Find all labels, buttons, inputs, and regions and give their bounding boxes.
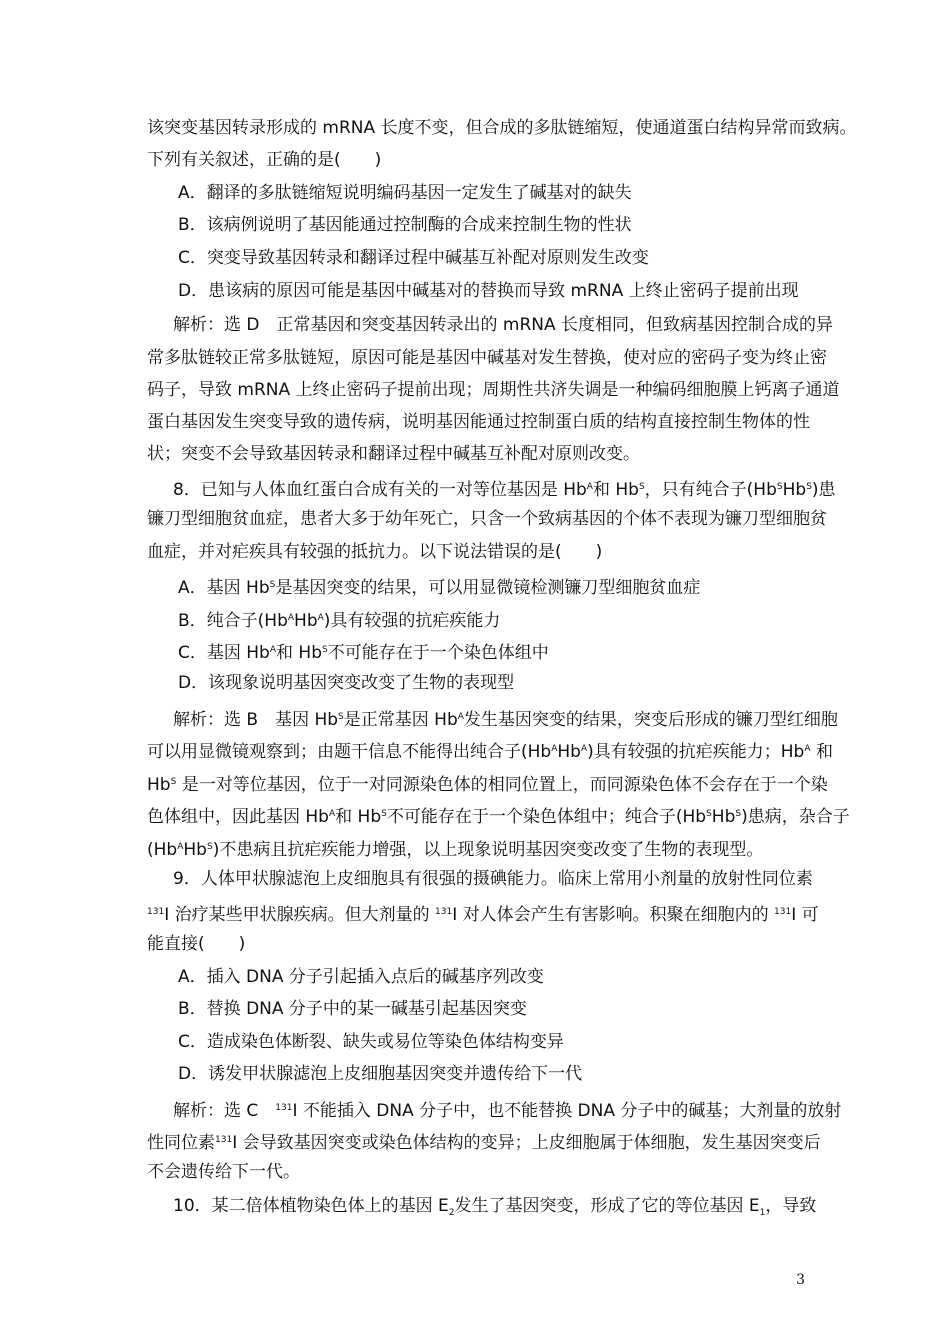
question-8-stem: 8．已知与人体血红蛋白合成有关的一对等位基因是 $Hb^A$和 $Hb^S$，只有纯合子$(Hb^SHb^S)$患 (173, 480, 836, 500)
q8-option-c: C．基因 $Hb^A$和 $Hb^S$不可能存在于一个染色体组中 (178, 643, 549, 663)
question-10-stem: 10．某二倍体植物染色体上的基因 $E_2$发生了基因突变，形成了它的等位基因 $E_1$，导致 (173, 1196, 817, 1218)
q9-analysis-line: 解析：选 C $^{131}$I 不能插入 DNA 分子中，也不能替换 DNA 分子中的碱基；大剂量的放射 (173, 1101, 842, 1121)
q7-option-d: D．患该病的原因可能是基因中碱基对的替换而导致 mRNA 上终止密码子提前出现 (178, 281, 799, 301)
q9-option-a: A．插入 DNA 分子引起插入点后的碱基序列改变 (178, 967, 544, 987)
q8-option-d: D．该现象说明基因突变改变了生物的表现型 (178, 673, 515, 693)
question-9-stem: 能直接( ) (147, 934, 246, 954)
q8-analysis-line: $Hb^S$ 是一对等位基因，位于一对同源染色体的相同位置上，而同源染色体不会存在于一个染 (147, 775, 828, 795)
paragraph-line: 该突变基因转录形成的 mRNA 长度不变，但合成的多肽链缩短，使通道蛋白结构异常而致病。 (147, 118, 857, 138)
q8-analysis-line: $(Hb^AHb^S)$不患病且抗疟疾能力增强，以上现象说明基因突变改变了生物的表现型。 (147, 840, 764, 860)
q8-analysis-line: 可以用显微镜观察到；由题干信息不能得出纯合子$(Hb^AHb^A)$具有较强的抗疟疾能力；$Hb^A$ 和 (147, 742, 833, 762)
q8-analysis-line: 色体组中，因此基因 $Hb^A$和 $Hb^S$不可能存在于一个染色体组中；纯合子$(Hb^SHb^S)$患病，杂合子 (147, 807, 850, 827)
q8-option-b: B．纯合子$(Hb^AHb^A)$具有较强的抗疟疾能力 (178, 611, 501, 631)
q8-option-a: A．基因 $Hb^S$是基因突变的结果，可以用显微镜检测镰刀型细胞贫血症 (178, 578, 701, 598)
question-8-stem: 镰刀型细胞贫血症，患者大多于幼年死亡，只含一个致病基因的个体不表现为镰刀型细胞贫 (147, 509, 827, 529)
q7-option-c: C．突变导致基因转录和翻译过程中碱基互补配对原则发生改变 (178, 248, 649, 268)
q7-option-b: B．该病例说明了基因能通过控制酶的合成来控制生物的性状 (178, 215, 632, 235)
q9-analysis-line: 不会遗传给下一代。 (147, 1162, 300, 1182)
page-number: 3 (796, 1272, 805, 1288)
q9-option-d: D．诱发甲状腺滤泡上皮细胞基因突变并遗传给下一代 (178, 1064, 583, 1084)
q7-analysis-line: 蛋白基因发生突变导致的遗传病，说明基因能通过控制蛋白质的结构直接控制生物体的性 (147, 412, 810, 432)
question-8-stem: 血症，并对疟疾具有较强的抵抗力。以下说法错误的是( ) (147, 542, 603, 562)
q7-analysis-line: 解析：选 D 正常基因和突变基因转录出的 mRNA 长度相同，但致病基因控制合成的异 (173, 315, 834, 335)
question-9-stem: $^{131}$I 治疗某些甲状腺疾病。但大剂量的 $^{131}$I 对人体会产生有害影响。积聚在细胞内的 $^{131}$I 可 (147, 905, 819, 925)
q7-option-a: A．翻译的多肽链缩短说明编码基因一定发生了碱基对的缺失 (178, 183, 632, 203)
q9-option-b: B．替换 DNA 分子中的某一碱基引起基因突变 (178, 999, 527, 1019)
q7-analysis-line: 码子，导致 mRNA 上终止密码子提前出现；周期性共济失调是一种编码细胞膜上钙离子通道 (147, 380, 840, 400)
q7-analysis-line: 常多肽链较正常多肽链短，原因可能是基因中碱基对发生替换，使对应的密码子变为终止密 (147, 348, 827, 368)
q9-option-c: C．造成染色体断裂、缺失或易位等染色体结构变异 (178, 1032, 564, 1052)
question-7-stem: 下列有关叙述，正确的是( ) (147, 150, 382, 170)
q9-analysis-line: 性同位素$^{131}$I 会导致基因突变或染色体结构的变异；上皮细胞属于体细胞，发生基因突变后 (147, 1133, 821, 1153)
question-9-stem: 9．人体甲状腺滤泡上皮细胞具有很强的摄碘能力。临床上常用小剂量的放射性同位素 (173, 869, 813, 889)
q7-analysis-line: 状；突变不会导致基因转录和翻译过程中碱基互补配对原则改变。 (147, 444, 640, 464)
q8-analysis-line: 解析：选 B 基因 $Hb^S$是正常基因 $Hb^A$发生基因突变的结果，突变后形成的镰刀型红细胞 (173, 710, 838, 730)
